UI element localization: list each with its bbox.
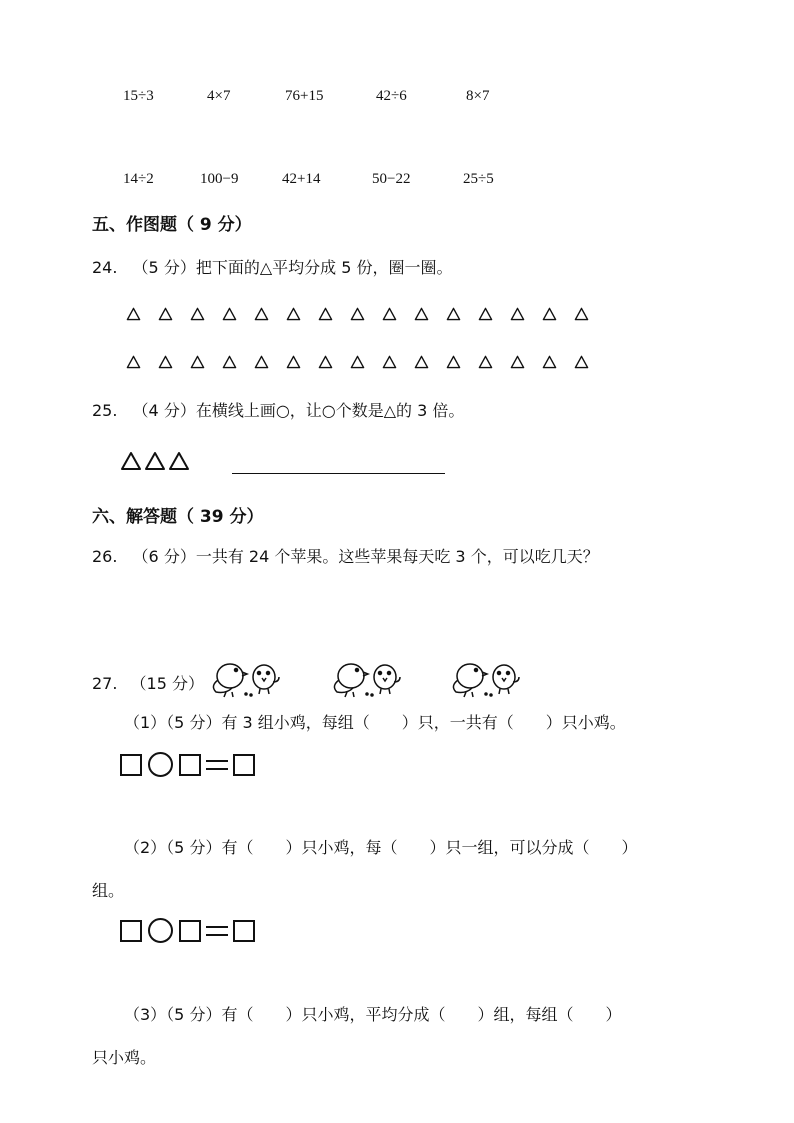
question-number: 27.	[92, 674, 118, 693]
triangle-icon	[318, 304, 350, 324]
triangle-icon	[318, 352, 350, 372]
section-heading-drawing: 五、作图题（ 9 分）	[92, 215, 252, 235]
triangle-icon	[446, 352, 478, 372]
section-heading-solve: 六、解答题（ 39 分）	[92, 507, 264, 527]
question-number: 25.	[92, 401, 118, 420]
question-26	[92, 544, 599, 567]
calc-item: 76+15	[285, 88, 324, 104]
question-27-part-3: （3）（5 分）有（ ）只小鸡，平均分成（ ）组，每组（ ）	[124, 1005, 622, 1024]
question-text: （4 分）在横线上画○，让○个数是△的 3 倍。	[132, 401, 465, 420]
calc-item: 14÷2	[123, 171, 154, 187]
chick-group-icon	[327, 654, 407, 698]
question-number: 26.	[92, 547, 118, 566]
answer-box[interactable]	[179, 754, 201, 776]
triangle-icon	[120, 451, 142, 475]
triangle-icon	[144, 451, 166, 475]
triangle-icon	[286, 352, 318, 372]
question-number: 24.	[92, 258, 118, 277]
question-text: （5 分）把下面的△平均分成 5 份，圈一圈。	[132, 258, 453, 277]
chick-group-icon	[206, 654, 286, 698]
question-text: （6 分）一共有 24 个苹果。这些苹果每天吃 3 个，可以吃几天？	[132, 547, 599, 566]
calc-item: 42+14	[282, 171, 321, 187]
triangle-icon	[542, 352, 574, 372]
triangle-row	[126, 304, 606, 324]
triangle-icon	[542, 304, 574, 324]
calc-item: 42÷6	[376, 88, 407, 104]
chick-group-icon	[446, 654, 526, 698]
triangle-icon	[286, 304, 318, 324]
answer-box[interactable]	[120, 920, 142, 942]
calc-item: 15÷3	[123, 88, 154, 104]
question-25	[92, 398, 464, 421]
triangle-icon	[254, 352, 286, 372]
answer-box[interactable]	[233, 920, 255, 942]
answer-box[interactable]	[120, 754, 142, 776]
calc-item: 50−22	[372, 171, 411, 187]
calc-item: 100−9	[200, 171, 239, 187]
question-27-part-2-cont: 组。	[92, 881, 125, 900]
equals-sign	[203, 920, 231, 942]
question-score: （15 分）	[130, 674, 204, 693]
triangle-group	[120, 451, 190, 475]
triangle-icon	[126, 304, 158, 324]
answer-box[interactable]	[179, 920, 201, 942]
triangle-icon	[382, 352, 414, 372]
question-27-part-2: （2）（5 分）有（ ）只小鸡，每（ ）只一组，可以分成（ ）	[124, 838, 638, 857]
equation-template	[120, 918, 255, 943]
triangle-icon	[190, 352, 222, 372]
question-27-part-1: （1）（5 分）有 3 组小鸡，每组（ ）只，一共有（ ）只小鸡。	[124, 713, 626, 732]
equation-template	[120, 752, 255, 777]
triangle-icon	[478, 352, 510, 372]
triangle-icon	[510, 304, 542, 324]
triangle-icon	[574, 304, 606, 324]
triangle-icon	[382, 304, 414, 324]
operator-circle[interactable]	[148, 918, 173, 943]
operator-circle[interactable]	[148, 752, 173, 777]
triangle-icon	[222, 304, 254, 324]
equals-sign	[203, 754, 231, 776]
triangle-icon	[222, 352, 254, 372]
triangle-icon	[158, 304, 190, 324]
triangle-icon	[168, 451, 190, 475]
calc-item: 25÷5	[463, 171, 494, 187]
calc-item: 4×7	[207, 88, 231, 104]
question-24	[92, 255, 452, 278]
answer-line[interactable]	[232, 473, 445, 474]
triangle-icon	[446, 304, 478, 324]
answer-box[interactable]	[233, 754, 255, 776]
triangle-row	[126, 352, 606, 372]
triangle-icon	[574, 352, 606, 372]
question-27-part-3-cont: 只小鸡。	[92, 1048, 157, 1067]
triangle-icon	[414, 352, 446, 372]
triangle-icon	[254, 304, 286, 324]
triangle-icon	[510, 352, 542, 372]
triangle-icon	[350, 304, 382, 324]
triangle-icon	[126, 352, 158, 372]
question-27	[92, 671, 204, 694]
triangle-icon	[350, 352, 382, 372]
triangle-icon	[478, 304, 510, 324]
triangle-icon	[414, 304, 446, 324]
calc-item: 8×7	[466, 88, 490, 104]
triangle-icon	[158, 352, 190, 372]
triangle-icon	[190, 304, 222, 324]
